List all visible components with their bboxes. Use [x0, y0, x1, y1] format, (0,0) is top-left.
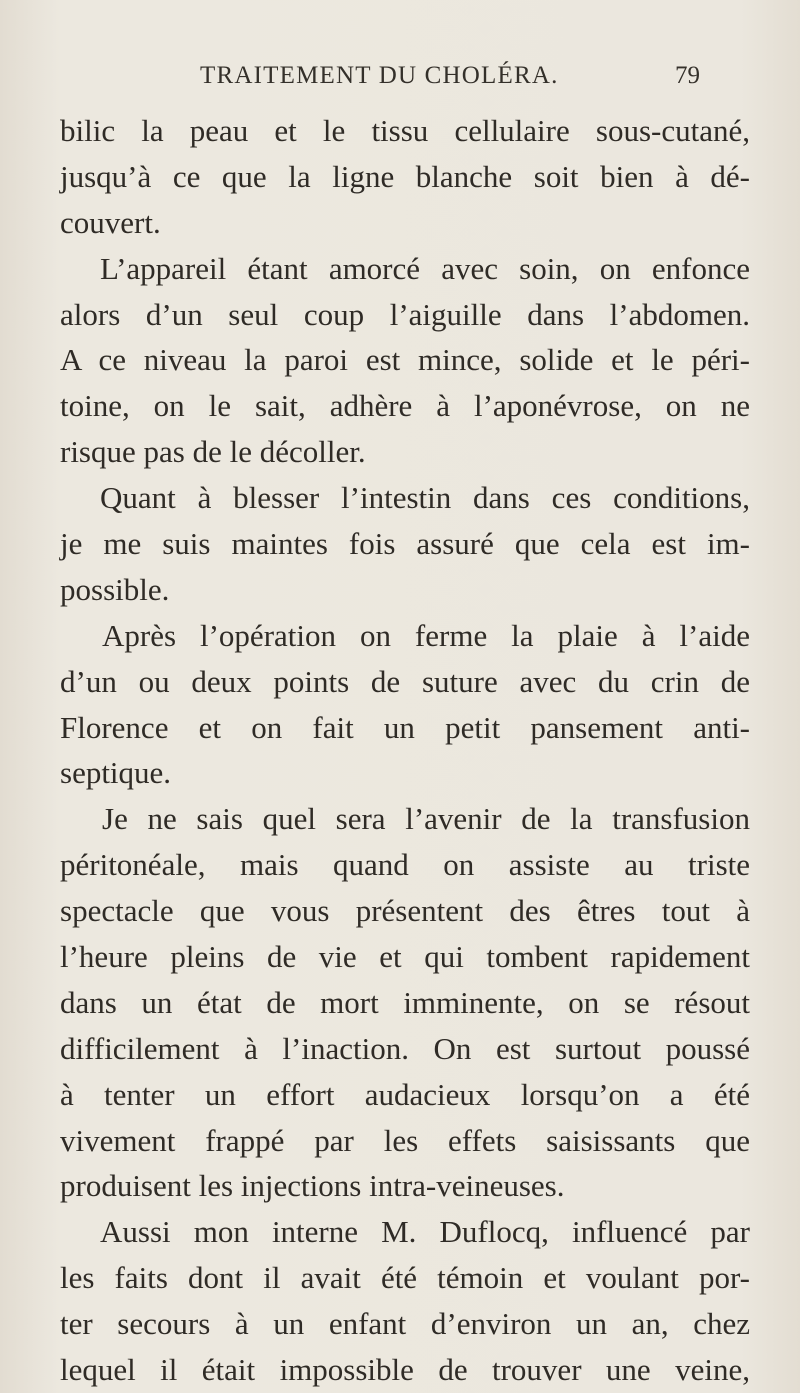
text-line: les faits dont il avait été témoin et voulant por-: [60, 1260, 750, 1296]
running-title: TRAITEMENT DU CHOLÉRA.: [200, 62, 559, 89]
text-line: bilic la peau et le tissu cellulaire sous-cutané,: [60, 113, 750, 148]
text-line: d’un ou deux points de suture avec du crin de: [60, 663, 750, 699]
text-line: L’appareil étant amorcé avec soin, on enfonce: [100, 250, 750, 286]
text-line: Quant à blesser l’intestin dans ces conditions,: [100, 480, 750, 516]
text-line: à tenter un effort audacieux lorsqu’on a été: [60, 1076, 750, 1112]
text-line: je me suis maintes fois assuré que cela est im-: [60, 526, 750, 562]
text-line: spectacle que vous présentent des êtres tout à: [60, 893, 750, 929]
text-line: difficilement à l’inaction. On est surtout poussé: [60, 1030, 750, 1066]
text-line: toine, on le sait, adhère à l’aponévrose, on ne: [60, 388, 750, 424]
text-line: A ce niveau la paroi est mince, solide et le péri-: [60, 342, 750, 378]
text-line: ter secours à un enfant d’environ un an, chez: [60, 1306, 750, 1342]
text-line: Aussi mon interne M. Duflocq, influencé par: [100, 1214, 750, 1250]
text-line: péritonéale, mais quand on assiste au triste: [60, 847, 750, 883]
text-line: alors d’un seul coup l’aiguille dans l’abdomen.: [60, 296, 750, 332]
text-line: Florence et on fait un petit pansement anti-: [60, 709, 750, 745]
running-head: [200, 62, 700, 102]
text-line: Je ne sais quel sera l’avenir de la transfusion: [102, 801, 750, 837]
text-line: Après l’opération on ferme la plaie à l’aide: [102, 617, 750, 653]
text-line: risque pas de le décoller.: [60, 434, 366, 470]
text-line: dans un état de mort imminente, on se résout: [60, 984, 750, 1020]
text-line: jusqu’à ce que la ligne blanche soit bien à dé-: [60, 158, 750, 194]
text-line: lequel il était impossible de trouver une veine,: [60, 1352, 750, 1388]
text-line: produisent les injections intra-veineuses.: [60, 1168, 565, 1204]
text-line: l’heure pleins de vie et qui tombent rapidement: [60, 939, 750, 975]
body-text: [60, 108, 750, 1393]
page-number: 79: [675, 62, 700, 89]
text-line: possible.: [60, 571, 170, 607]
text-line: couvert.: [60, 204, 161, 240]
text-line: vivement frappé par les effets saisissants que: [60, 1122, 750, 1158]
text-line: septique.: [60, 755, 172, 791]
